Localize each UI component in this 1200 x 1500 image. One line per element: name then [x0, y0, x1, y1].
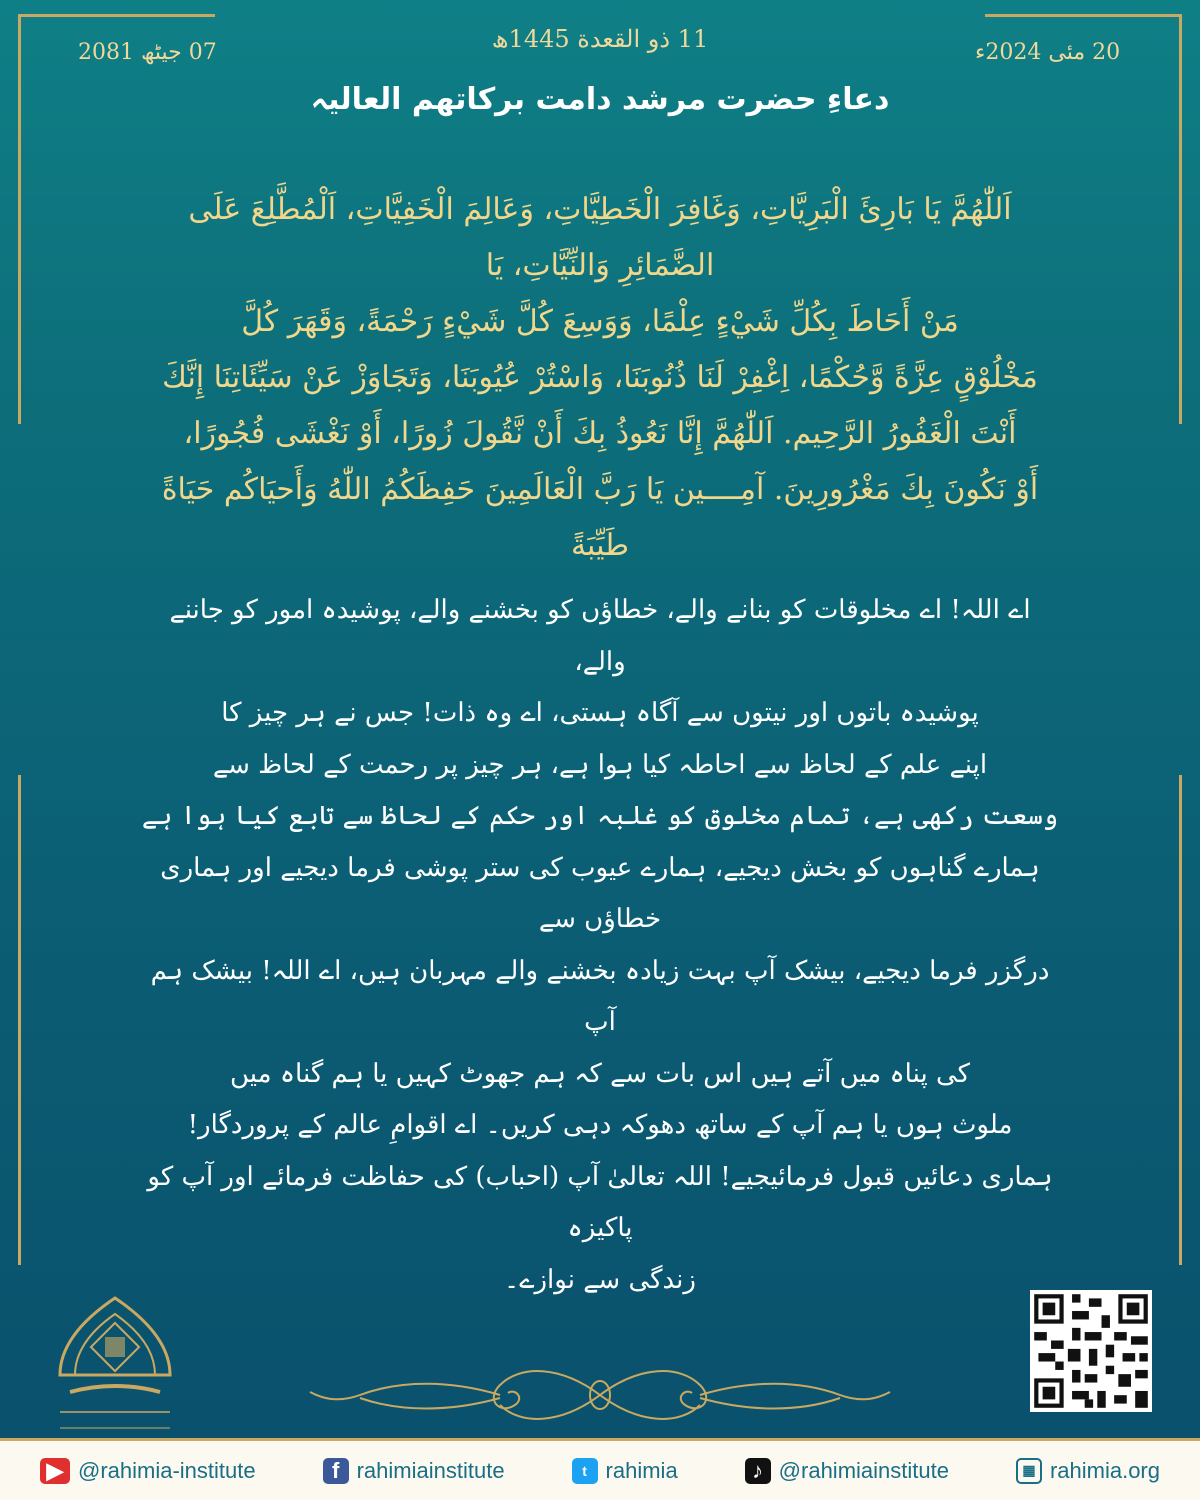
urdu-line: وسعت رکھی ہے، تمام مخلوق کو غلبہ اور حکم کے لحاظ سے تابع کیا ہوا ہے [141, 801, 1059, 831]
date-gregorian: 20 مئی 2024ء [975, 40, 1121, 65]
arabic-line: أَنْتَ الْغَفُورُ الرَّحِيم. اَللّٰهُمَّ إِنَّا نَعُوذُ بِكَ أَنْ نَّقُولَ زُورًا، أَوْ نَغْشَى فُجُورًا، [183, 416, 1017, 451]
page-title: دعاءِ حضرت مرشد دامت برکاتھم العالیہ [310, 82, 890, 117]
arabic-line: مَخْلُوْقٍ عِزَّةً وَّحُكْمًا، اِغْفِرْ لَنَا ذُنُوبَنَا، وَاسْتُرْ عُيُوبَنَا، وَتَجَاوَزْ عَنْ سَيِّئَاتِنَا إِنَّكَ [162, 360, 1038, 395]
frame-left-upper [18, 14, 21, 424]
arabic-line: أَوْ نَكُونَ بِكَ مَغْرُورِينَ. آمِــــين يَا رَبَّ الْعَالَمِينَ حَفِظَكُمُ اللّٰهُ وَأَحيَاكُم حَيَاةً [161, 472, 1039, 507]
urdu-line: کی پناہ میں آتے ہیں اس بات سے کہ ہم جھوٹ کہیں یا ہم گناہ میں [229, 1058, 970, 1089]
social-website[interactable] [1016, 1458, 1160, 1484]
date-hijri: 11 ذو القعدة 1445ھ [491, 25, 709, 53]
youtube-icon: ▶ [40, 1458, 70, 1484]
date-bikrami: 07 جیٹھ 2081 [78, 40, 217, 65]
social-twitter[interactable] [572, 1458, 678, 1484]
footer-bar [0, 1438, 1200, 1500]
qr-web-icon: ▦ [1016, 1458, 1042, 1484]
urdu-line: ملوث ہوں یا ہم آپ کے ساتھ دھوکہ دہی کریں۔ اے اقوامِ عالم کے پروردگار! [187, 1110, 1013, 1140]
urdu-line: اپنے علم کے لحاظ سے احاطہ کیا ہوا ہے، ہر چیز پر رحمت کے لحاظ سے [212, 749, 988, 780]
arabic-dua [140, 182, 1060, 574]
twitter-handle: rahimia [605, 1457, 678, 1483]
social-youtube[interactable] [40, 1458, 256, 1484]
urdu-line: پوشیدہ باتوں اور نیتوں سے آگاہ ہستی، اے وہ ذات! جس نے ہر چیز کا [221, 698, 979, 728]
frame-top-left [18, 14, 215, 17]
urdu-translation [140, 585, 1060, 1306]
qr-pattern [1030, 1290, 1152, 1412]
frame-right-lower [1179, 775, 1182, 1265]
website-link: rahimia.org [1049, 1457, 1160, 1483]
arabic-line: مَنْ أَحَاطَ بِكُلِّ شَيْءٍ عِلْمًا، وَوَسِعَ كُلَّ شَيْءٍ رَحْمَةً، وَقَهَرَ كُلَّ [241, 304, 959, 339]
decorative-ornament [300, 1360, 900, 1430]
rahimia-logo [40, 1280, 190, 1440]
facebook-icon: f [323, 1458, 349, 1484]
urdu-line: ہماری دعائیں قبول فرمائیجیے! اللہ تعالیٰ آپ (احباب) کی حفاظت فرمائے اور آپ کو پاکیزہ [147, 1161, 1053, 1243]
facebook-handle: rahimiainstitute [356, 1457, 505, 1483]
tiktok-handle: @rahimiainstitute [778, 1457, 949, 1483]
urdu-line: اے اللہ! اے مخلوقات کو بنانے والے، خطاؤں کو بخشنے والے، پوشیدہ امور کو جاننے والے، [169, 595, 1031, 677]
frame-top-right [985, 14, 1182, 17]
tiktok-icon: ♪ [745, 1458, 771, 1484]
arabic-line: طَيِّبَةً [570, 528, 630, 563]
frame-left-lower [18, 775, 21, 1265]
social-tiktok[interactable] [745, 1458, 949, 1484]
arabic-line: اَللّٰهُمَّ يَا بَارِئَ الْبَرِيَّاتِ، وَغَافِرَ الْخَطِيَّاتِ، وَعَالِمَ الْخَفِيَّاتِ، اَلْمُطَّلِعَ عَلَى الضَّمَائِرِ وَالنِّيَّاتِ، يَا [188, 192, 1012, 283]
qr-code[interactable] [1030, 1290, 1152, 1412]
twitter-icon: t [572, 1458, 598, 1484]
social-facebook[interactable] [323, 1458, 505, 1484]
urdu-line: زندگی سے نوازے۔ [504, 1264, 696, 1295]
youtube-handle: @rahimia-institute [78, 1457, 256, 1483]
urdu-line: ہمارے گناہوں کو بخش دیجیے، ہمارے عیوب کی ستر پوشی فرما دیجیے اور ہماری خطاؤں سے [160, 852, 1040, 934]
frame-right-upper [1179, 14, 1182, 424]
urdu-line: درگزر فرما دیجیے، بیشک آپ بہت زیادہ بخشنے والے مہربان ہیں، اے اللہ! بیشک ہم آپ [150, 955, 1050, 1037]
